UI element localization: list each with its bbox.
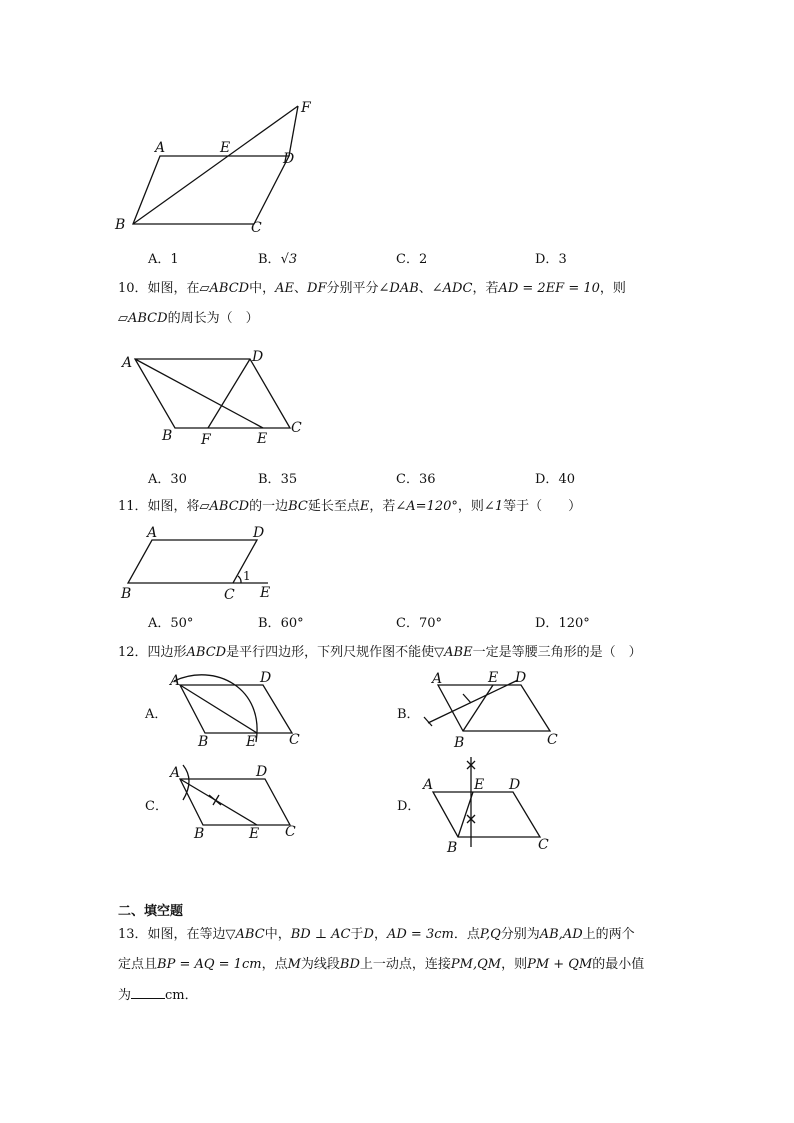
- q12b-label-a: A: [432, 671, 443, 687]
- q12b-label-e: E: [488, 670, 499, 686]
- q12c-label-d: D: [256, 764, 268, 780]
- q12-option-c-figure[interactable]: [165, 760, 310, 845]
- q12b-label-c: C: [547, 732, 558, 748]
- q12a-line-ae: [180, 685, 257, 733]
- q12-option-c-label[interactable]: C．: [145, 799, 168, 814]
- q9-label-d: D: [283, 151, 295, 167]
- q11-label-1: 1: [243, 569, 251, 583]
- q9-line-bf: [133, 106, 298, 224]
- q12a-parallelogram: [180, 685, 292, 733]
- q12b-label-b: B: [454, 735, 465, 751]
- q10-question-line2: ▱ABCD的周长为（ ）: [118, 311, 259, 326]
- q12a-label-e: E: [246, 734, 257, 750]
- q9-option-b[interactable]: B．√3: [258, 252, 298, 267]
- q9-label-a: A: [155, 140, 166, 156]
- q12a-label-d: D: [260, 670, 272, 686]
- q13-line2: 定点且BP = AQ = 1cm，点M为线段BD上一动点，连接PM,QM，则PM + QM的最小值: [118, 957, 645, 972]
- q9-option-a[interactable]: A．1: [148, 252, 179, 267]
- q11-angle-arc: [238, 576, 241, 583]
- q11-figure: [118, 525, 278, 605]
- q12c-label-b: B: [194, 826, 205, 842]
- q10-option-d[interactable]: D．40: [535, 472, 575, 487]
- q11-label-e: E: [260, 585, 271, 601]
- q11-option-c[interactable]: C．70°: [396, 616, 442, 631]
- q12c-label-e: E: [249, 826, 260, 842]
- q10-label-f: F: [201, 432, 211, 448]
- q10-label-d: D: [252, 349, 264, 365]
- q11-option-d[interactable]: D．120°: [535, 616, 590, 631]
- q11-label-b: B: [121, 586, 132, 602]
- q10-parallelogram: [135, 359, 290, 428]
- q12d-label-b: B: [447, 840, 458, 856]
- q11-question: 11．如图，将▱ABCD的一边BC延长至点E，若∠A=120°，则∠1等于（ ）: [118, 499, 582, 514]
- q11-label-c: C: [224, 587, 235, 603]
- q12d-label-c: C: [538, 837, 549, 853]
- q12a-label-c: C: [289, 732, 300, 748]
- q12c-label-a: A: [170, 765, 181, 781]
- q9-sqrt3: √3: [280, 252, 298, 267]
- q12-option-a-label[interactable]: A．: [145, 707, 168, 722]
- q11-label-d: D: [253, 525, 265, 541]
- q12c-mark1: [209, 795, 221, 805]
- q10-label-c: C: [291, 420, 302, 436]
- q12d-label-a: A: [423, 777, 434, 793]
- q12b-mark2: [463, 694, 471, 703]
- q10-question-line1: 10．如图，在▱ABCD中，AE、DF分别平分∠DAB、∠ADC，若AD = 2EF = 10，则: [118, 281, 626, 296]
- q12c-parallelogram: [180, 779, 290, 825]
- q12-option-d-figure[interactable]: [418, 755, 563, 855]
- q9-label-c: C: [251, 220, 262, 236]
- q12b-line-be: [463, 685, 493, 731]
- q10-label-e: E: [257, 431, 268, 447]
- q12d-parallelogram: [433, 792, 540, 837]
- q13-answer-blank[interactable]: [131, 985, 165, 999]
- q11-option-b[interactable]: B．60°: [258, 616, 304, 631]
- q12-option-d-label[interactable]: D．: [397, 799, 421, 814]
- q12d-label-e: E: [474, 777, 485, 793]
- q10-label-b: B: [162, 428, 173, 444]
- q9-label-e: E: [220, 140, 231, 156]
- q12b-label-d: D: [515, 670, 527, 686]
- q12-option-b-label[interactable]: B．: [397, 707, 420, 722]
- q12-option-a-figure[interactable]: [165, 668, 310, 748]
- q12a-label-a: A: [170, 673, 181, 689]
- q12-option-b-figure[interactable]: [418, 668, 568, 753]
- q12d-label-d: D: [509, 777, 521, 793]
- section-heading: 二、填空题: [118, 904, 184, 919]
- q9-parallelogram: [133, 156, 289, 224]
- q9-line-df: [289, 106, 298, 156]
- q9-label-f: F: [301, 100, 311, 116]
- q9-option-c[interactable]: C．2: [396, 252, 428, 267]
- q10-label-a: A: [122, 355, 133, 371]
- q12-question: 12．四边形ABCD是平行四边形，下列尺规作图不能使▽ABE一定是等腰三角形的是（ ）: [118, 645, 642, 660]
- q12c-label-c: C: [285, 824, 296, 840]
- q9-figure: [110, 95, 340, 240]
- q9-option-d[interactable]: D．3: [535, 252, 567, 267]
- q10-option-c[interactable]: C．36: [396, 472, 436, 487]
- q10-option-b[interactable]: B．35: [258, 472, 298, 487]
- q11-option-a[interactable]: A．50°: [148, 616, 194, 631]
- q10-figure: [118, 345, 318, 450]
- q9-label-b: B: [115, 217, 126, 233]
- q13-line3: 为 cm．: [118, 985, 198, 1006]
- q13-line1: 13．如图，在等边▽ABC中，BD ⊥ AC于D，AD = 3cm．点P,Q分别为AB,AD上的两个: [118, 927, 635, 942]
- q10-option-a[interactable]: A．30: [148, 472, 187, 487]
- q11-label-a: A: [147, 525, 158, 541]
- q12a-label-b: B: [198, 734, 209, 750]
